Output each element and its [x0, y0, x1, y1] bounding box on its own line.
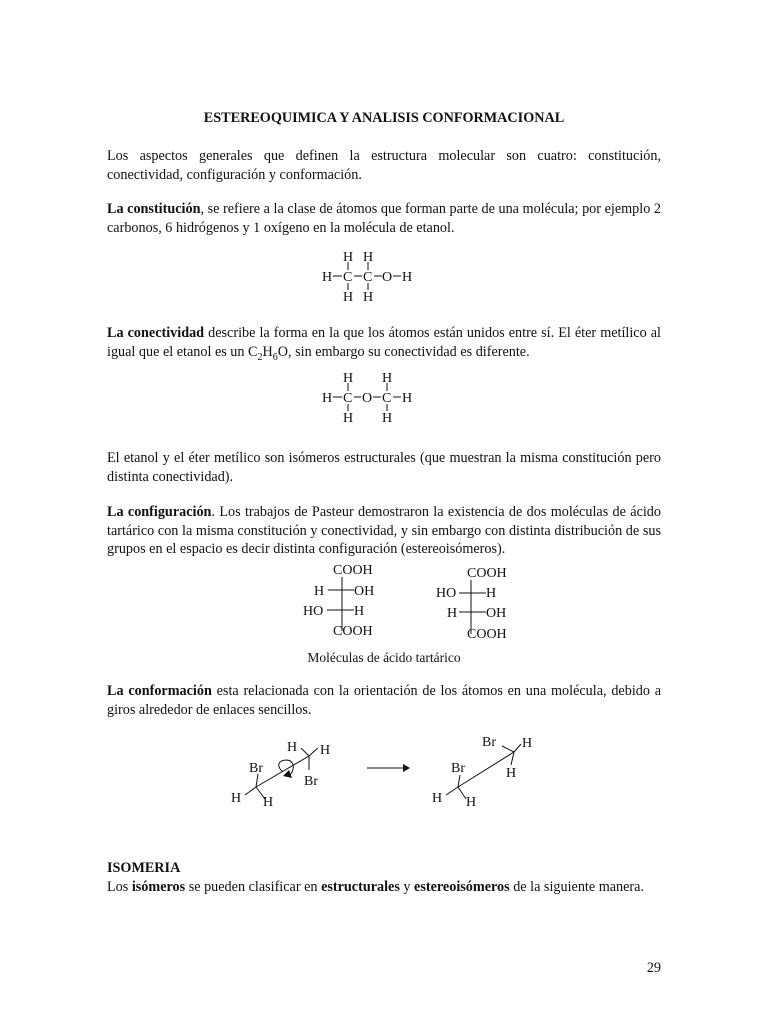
- conf2-h-top: H: [522, 736, 533, 751]
- isomeria-text-b: se pueden clasificar en: [185, 879, 322, 895]
- isomeria-text-c: y: [399, 879, 415, 895]
- tartaric2-oh-right: OH: [486, 606, 507, 621]
- formula-subscript-6: 6: [272, 351, 278, 363]
- formula-h: H: [262, 343, 273, 360]
- conf1-h-bottom-2: H: [263, 795, 274, 810]
- conf2-h-bottom-1: H: [432, 791, 443, 806]
- conf1-h-top-2: H: [320, 743, 331, 758]
- ether-h-top-2: H: [382, 371, 393, 386]
- tartaric2-cooh-bottom: COOH: [467, 627, 507, 642]
- intro-paragraph: Los aspectos generales que definen la estructura molecular son cuatro: constitución, conectividad, configuración y conformación.: [107, 148, 661, 183]
- ethanol-h-top-2: H: [363, 250, 374, 265]
- tartaric1-h-right: H: [354, 604, 365, 619]
- page-number: 29: [646, 960, 661, 976]
- conf1-br-left: Br: [249, 761, 263, 776]
- configuracion-term: La configuración: [107, 504, 212, 520]
- isomeria-text-a: Los: [107, 879, 132, 895]
- ether-h-left: H: [322, 391, 333, 406]
- configuracion-text: . Los trabajos de Pasteur demostraron la existencia de dos moléculas de ácido tartárico con la misma constitución y conectividad, y sin embargo con distinta distribución de sus grupos en el espacio es decir distinta configuración (estereoisómeros).: [107, 504, 661, 557]
- ether-h-bottom-2: H: [382, 411, 393, 426]
- tartaric1-h-left: H: [314, 584, 325, 599]
- conectividad-term: La conectividad: [107, 325, 205, 341]
- tartaric2-cooh-top: COOH: [467, 566, 507, 581]
- tartaric1-cooh-bottom: COOH: [333, 624, 373, 639]
- ether-h-right: H: [402, 391, 413, 406]
- ether-c-1: C: [343, 391, 353, 406]
- tartaric1-cooh-top: COOH: [333, 563, 373, 578]
- tartaric2-ho-left: HO: [436, 586, 457, 601]
- ethanol-h-bottom-1: H: [343, 290, 354, 305]
- conformacion-text: esta relacionada con la orientación de los átomos en una molécula, debido a giros alrededor de enlaces sencillos.: [107, 683, 662, 718]
- tartaric1-ho-left: HO: [303, 604, 324, 619]
- conformacion-term: La conformación: [107, 683, 212, 699]
- ether-h-bottom-1: H: [343, 411, 354, 426]
- conf2-h-bottom-2: H: [466, 795, 477, 810]
- isomeria-heading: ISOMERIA: [107, 860, 181, 876]
- isomeria-bold-estructurales: estructurales: [321, 879, 400, 895]
- page-title: ESTEREOQUIMICA Y ANALISIS CONFORMACIONAL: [203, 110, 565, 126]
- conectividad-text-a: describe la forma en la que los átomos están unidos entre sí. El éter metílico al igual que el etanol es un C: [107, 325, 661, 360]
- isomeria-bold-estereoisomeros: estereoisómeros: [414, 879, 510, 895]
- ether-o: O: [362, 391, 373, 406]
- tartaric2-h-right: H: [486, 586, 497, 601]
- tartaric1-oh-right: OH: [354, 584, 375, 599]
- ethanol-h-bottom-2: H: [363, 290, 374, 305]
- ethanol-o: O: [382, 270, 393, 285]
- tartaric-caption: Moléculas de ácido tartárico: [307, 650, 461, 665]
- conf1-h-bottom-1: H: [231, 791, 242, 806]
- ether-c-2: C: [382, 391, 392, 406]
- isomeria-text-d: de la siguiente manera.: [509, 879, 644, 895]
- isomeros-paragraph: El etanol y el éter metílico son isómeros estructurales (que muestran la misma constitución pero distinta conectividad).: [107, 450, 661, 485]
- ethanol-c-1: C: [343, 270, 353, 285]
- conf1-h-top-1: H: [287, 740, 298, 755]
- conf2-h-right: H: [506, 766, 517, 781]
- formula-subscript-2: 2: [257, 351, 263, 363]
- conf1-br-right: Br: [304, 774, 318, 789]
- ethanol-c-2: C: [363, 270, 373, 285]
- tartaric2-h-left: H: [447, 606, 458, 621]
- constitucion-text: , se refiere a la clase de átomos que forman parte de una molécula; por ejemplo 2 carbonos, 6 hidrógenos y 1 oxígeno en la molécula de etanol.: [107, 201, 661, 236]
- conf2-br-top: Br: [482, 735, 496, 750]
- ethanol-h-top-1: H: [343, 250, 354, 265]
- ethanol-h-right: H: [402, 270, 413, 285]
- ethanol-h-left: H: [322, 270, 333, 285]
- constitucion-term: La constitución: [107, 201, 201, 217]
- conectividad-text-b: O, sin embargo su conectividad es diferente.: [277, 343, 530, 360]
- ether-h-top-1: H: [343, 371, 354, 386]
- conf2-br-left: Br: [451, 761, 465, 776]
- isomeria-bold-isomeros: isómeros: [131, 879, 186, 895]
